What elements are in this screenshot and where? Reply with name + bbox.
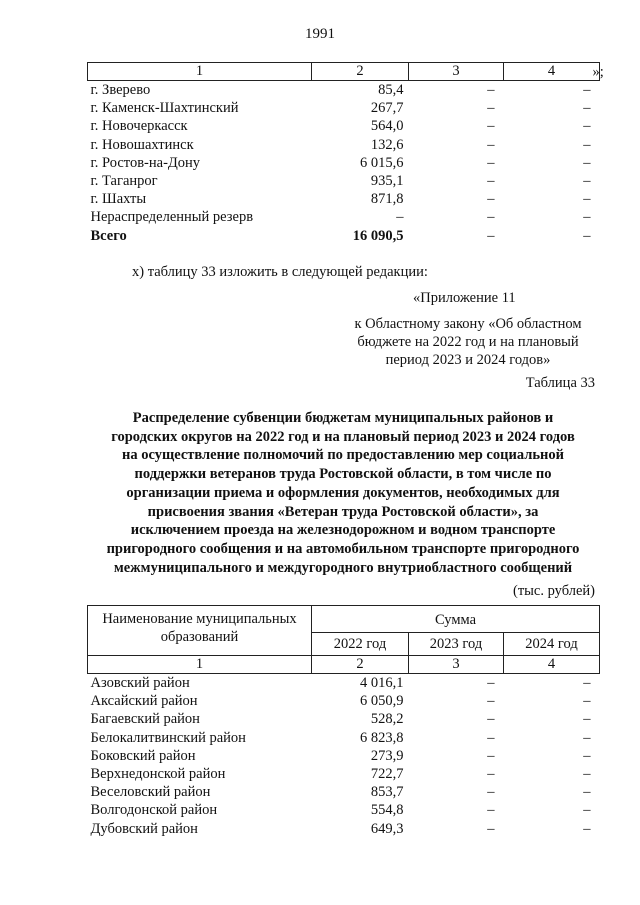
row-value-2024: – (583, 136, 591, 153)
table-row (88, 747, 600, 765)
row-value-2022: 564,0 (370, 118, 404, 135)
appendix-ref-line: период 2023 и 2024 годов» (385, 352, 551, 368)
row-value-2023: – (487, 173, 495, 190)
table-row (88, 136, 600, 154)
table-row (88, 692, 600, 710)
row-value-2022: 871,8 (370, 191, 404, 208)
row-value-2022: 554,8 (370, 802, 404, 819)
table-row (88, 190, 600, 208)
column-number: 1 (88, 656, 312, 674)
row-value-2024: – (583, 784, 591, 801)
row-name: Волгодонской район (90, 802, 218, 819)
heading-line: пригородного сообщения и на автомобильном транспорте пригородного (106, 540, 580, 557)
row-name: Боковский район (90, 747, 196, 764)
row-value-2024: – (583, 693, 591, 710)
column-number: 4 (504, 63, 600, 81)
heading-line: на осуществление полномочий по предоставлению мер социальной (122, 447, 564, 464)
row-name: г. Каменск-Шахтинский (90, 100, 239, 117)
row-value-2024: – (583, 802, 591, 819)
row-value-2022: 722,7 (370, 766, 404, 783)
row-name: Багаевский район (90, 711, 200, 728)
column-number: 1 (88, 63, 312, 81)
column-number: 2 (312, 656, 409, 674)
row-value-2023: – (487, 820, 495, 837)
table-row (88, 208, 600, 226)
table-heading (87, 409, 599, 577)
table-row (88, 172, 600, 190)
subvention-table (87, 605, 600, 838)
table-row (88, 117, 600, 135)
header-name (88, 606, 312, 656)
row-value-2023: – (487, 136, 495, 153)
table-label: Таблица 33 (525, 375, 595, 391)
row-value-2022: 935,1 (370, 173, 404, 190)
table-row (88, 99, 600, 117)
row-value-2024: – (583, 747, 591, 764)
column-number: 3 (409, 656, 504, 674)
appendix-reference (342, 315, 594, 369)
row-value-2022: 4 016,1 (360, 675, 404, 691)
column-number-row (88, 63, 600, 81)
heading-line: Распределение субвенции бюджетам муниципальных районов и (132, 410, 554, 426)
table-row (88, 820, 600, 838)
table-row (88, 783, 600, 801)
total-2024: – (583, 227, 591, 244)
row-value-2022: 528,2 (370, 711, 404, 728)
row-value-2022: 6 015,6 (360, 154, 404, 171)
row-value-2024: – (583, 191, 591, 208)
total-label: Всего (90, 227, 127, 244)
row-value-2024: – (583, 209, 591, 226)
row-value-2024: – (583, 100, 591, 117)
row-value-2023: – (487, 747, 495, 764)
row-value-2023: – (487, 784, 495, 801)
header-name-line: Наименование муниципальных (102, 611, 297, 627)
row-value-2022: 273,9 (370, 747, 404, 764)
total-2023: – (487, 227, 495, 244)
column-number: 4 (504, 656, 600, 674)
row-name: Нераспределенный резерв (90, 209, 254, 226)
table-row (88, 801, 600, 819)
row-value-2023: – (487, 802, 495, 819)
row-value-2023: – (487, 729, 495, 746)
row-value-2023: – (487, 191, 495, 208)
header-name-line: образований (160, 629, 239, 645)
row-name: Дубовский район (90, 820, 198, 837)
row-value-2023: – (487, 118, 495, 135)
row-value-2024: – (583, 820, 591, 837)
row-value-2023: – (487, 711, 495, 728)
row-name: Верхнедонской район (90, 766, 226, 783)
closing-quote: »; (592, 63, 604, 80)
heading-line: межмуниципального и междугородного внутриобластного сообщений (113, 559, 573, 576)
header-row (88, 606, 600, 633)
row-value-2023: – (487, 209, 495, 226)
heading-line: поддержки ветеранов труда Ростовской области, в том числе по (134, 466, 552, 483)
heading-line: присвоения звания «Ветеран труда Ростовской области», за (147, 503, 539, 520)
header-year-2023: 2023 год (409, 633, 504, 656)
row-value-2022: 649,3 (370, 820, 404, 837)
row-value-2022: 85,4 (378, 82, 404, 98)
header-sum: Сумма (312, 606, 600, 633)
table-row (88, 729, 600, 747)
table-row (88, 765, 600, 783)
row-value-2022: 6 050,9 (360, 693, 404, 710)
row-value-2022: 267,7 (370, 100, 404, 117)
table-row (88, 710, 600, 728)
row-value-2024: – (583, 711, 591, 728)
row-value-2022: 853,7 (370, 784, 404, 801)
appendix-ref-line: к Областному закону «Об областном (354, 316, 582, 332)
row-name: Аксайский район (90, 693, 198, 710)
row-value-2024: – (583, 766, 591, 783)
continuation-table (87, 62, 604, 245)
heading-line: городских округов на 2022 год и на плановый период 2023 и 2024 годов (111, 428, 575, 445)
table-row (88, 81, 600, 100)
row-value-2023: – (487, 82, 495, 98)
column-number: 2 (312, 63, 409, 81)
row-value-2022: 132,6 (370, 136, 404, 153)
appendix-title: «Приложение 11 (413, 290, 516, 306)
row-value-2022: 6 823,8 (360, 729, 404, 746)
row-value-2024: – (583, 173, 591, 190)
row-value-2024: – (583, 154, 591, 171)
row-name: Белокалитвинский район (90, 729, 246, 746)
column-number: 3 (409, 63, 504, 81)
appendix-ref-line: бюджете на 2022 год и на плановый (357, 334, 579, 350)
row-value-2023: – (487, 693, 495, 710)
total-2022: 16 090,5 (352, 227, 404, 244)
table-row (88, 154, 600, 172)
page-number: 1991 (305, 26, 335, 42)
amendment-text: х) таблицу 33 изложить в следующей редакции: (132, 264, 428, 280)
row-name: г. Таганрог (90, 173, 158, 190)
row-name: Веселовский район (90, 784, 211, 801)
row-name: г. Новошахтинск (90, 136, 194, 153)
column-number-row (88, 656, 600, 674)
row-value-2023: – (487, 675, 495, 691)
row-name: г. Зверево (90, 82, 151, 98)
row-name: г. Шахты (90, 191, 147, 208)
heading-line: исключением проезда на железнодорожном и водном транспорте (130, 522, 556, 539)
row-value-2024: – (583, 82, 591, 98)
header-year-2024: 2024 год (504, 633, 600, 656)
row-name: Азовский район (90, 675, 190, 691)
table-row (88, 674, 600, 693)
row-value-2024: – (583, 118, 591, 135)
row-value-2023: – (487, 100, 495, 117)
row-value-2024: – (583, 729, 591, 746)
row-value-2022: – (396, 209, 404, 226)
total-2024-cell (504, 63, 604, 245)
row-value-2023: – (487, 766, 495, 783)
total-row (88, 227, 600, 245)
row-name: г. Новочеркасск (90, 118, 188, 135)
row-value-2023: – (487, 154, 495, 171)
units-label: (тыс. рублей) (513, 583, 595, 599)
row-name: г. Ростов-на-Дону (90, 154, 201, 171)
row-value-2024: – (583, 675, 591, 691)
heading-line: организации приема и оформления документов, необходимых для (126, 484, 560, 501)
header-year-2022: 2022 год (312, 633, 409, 656)
